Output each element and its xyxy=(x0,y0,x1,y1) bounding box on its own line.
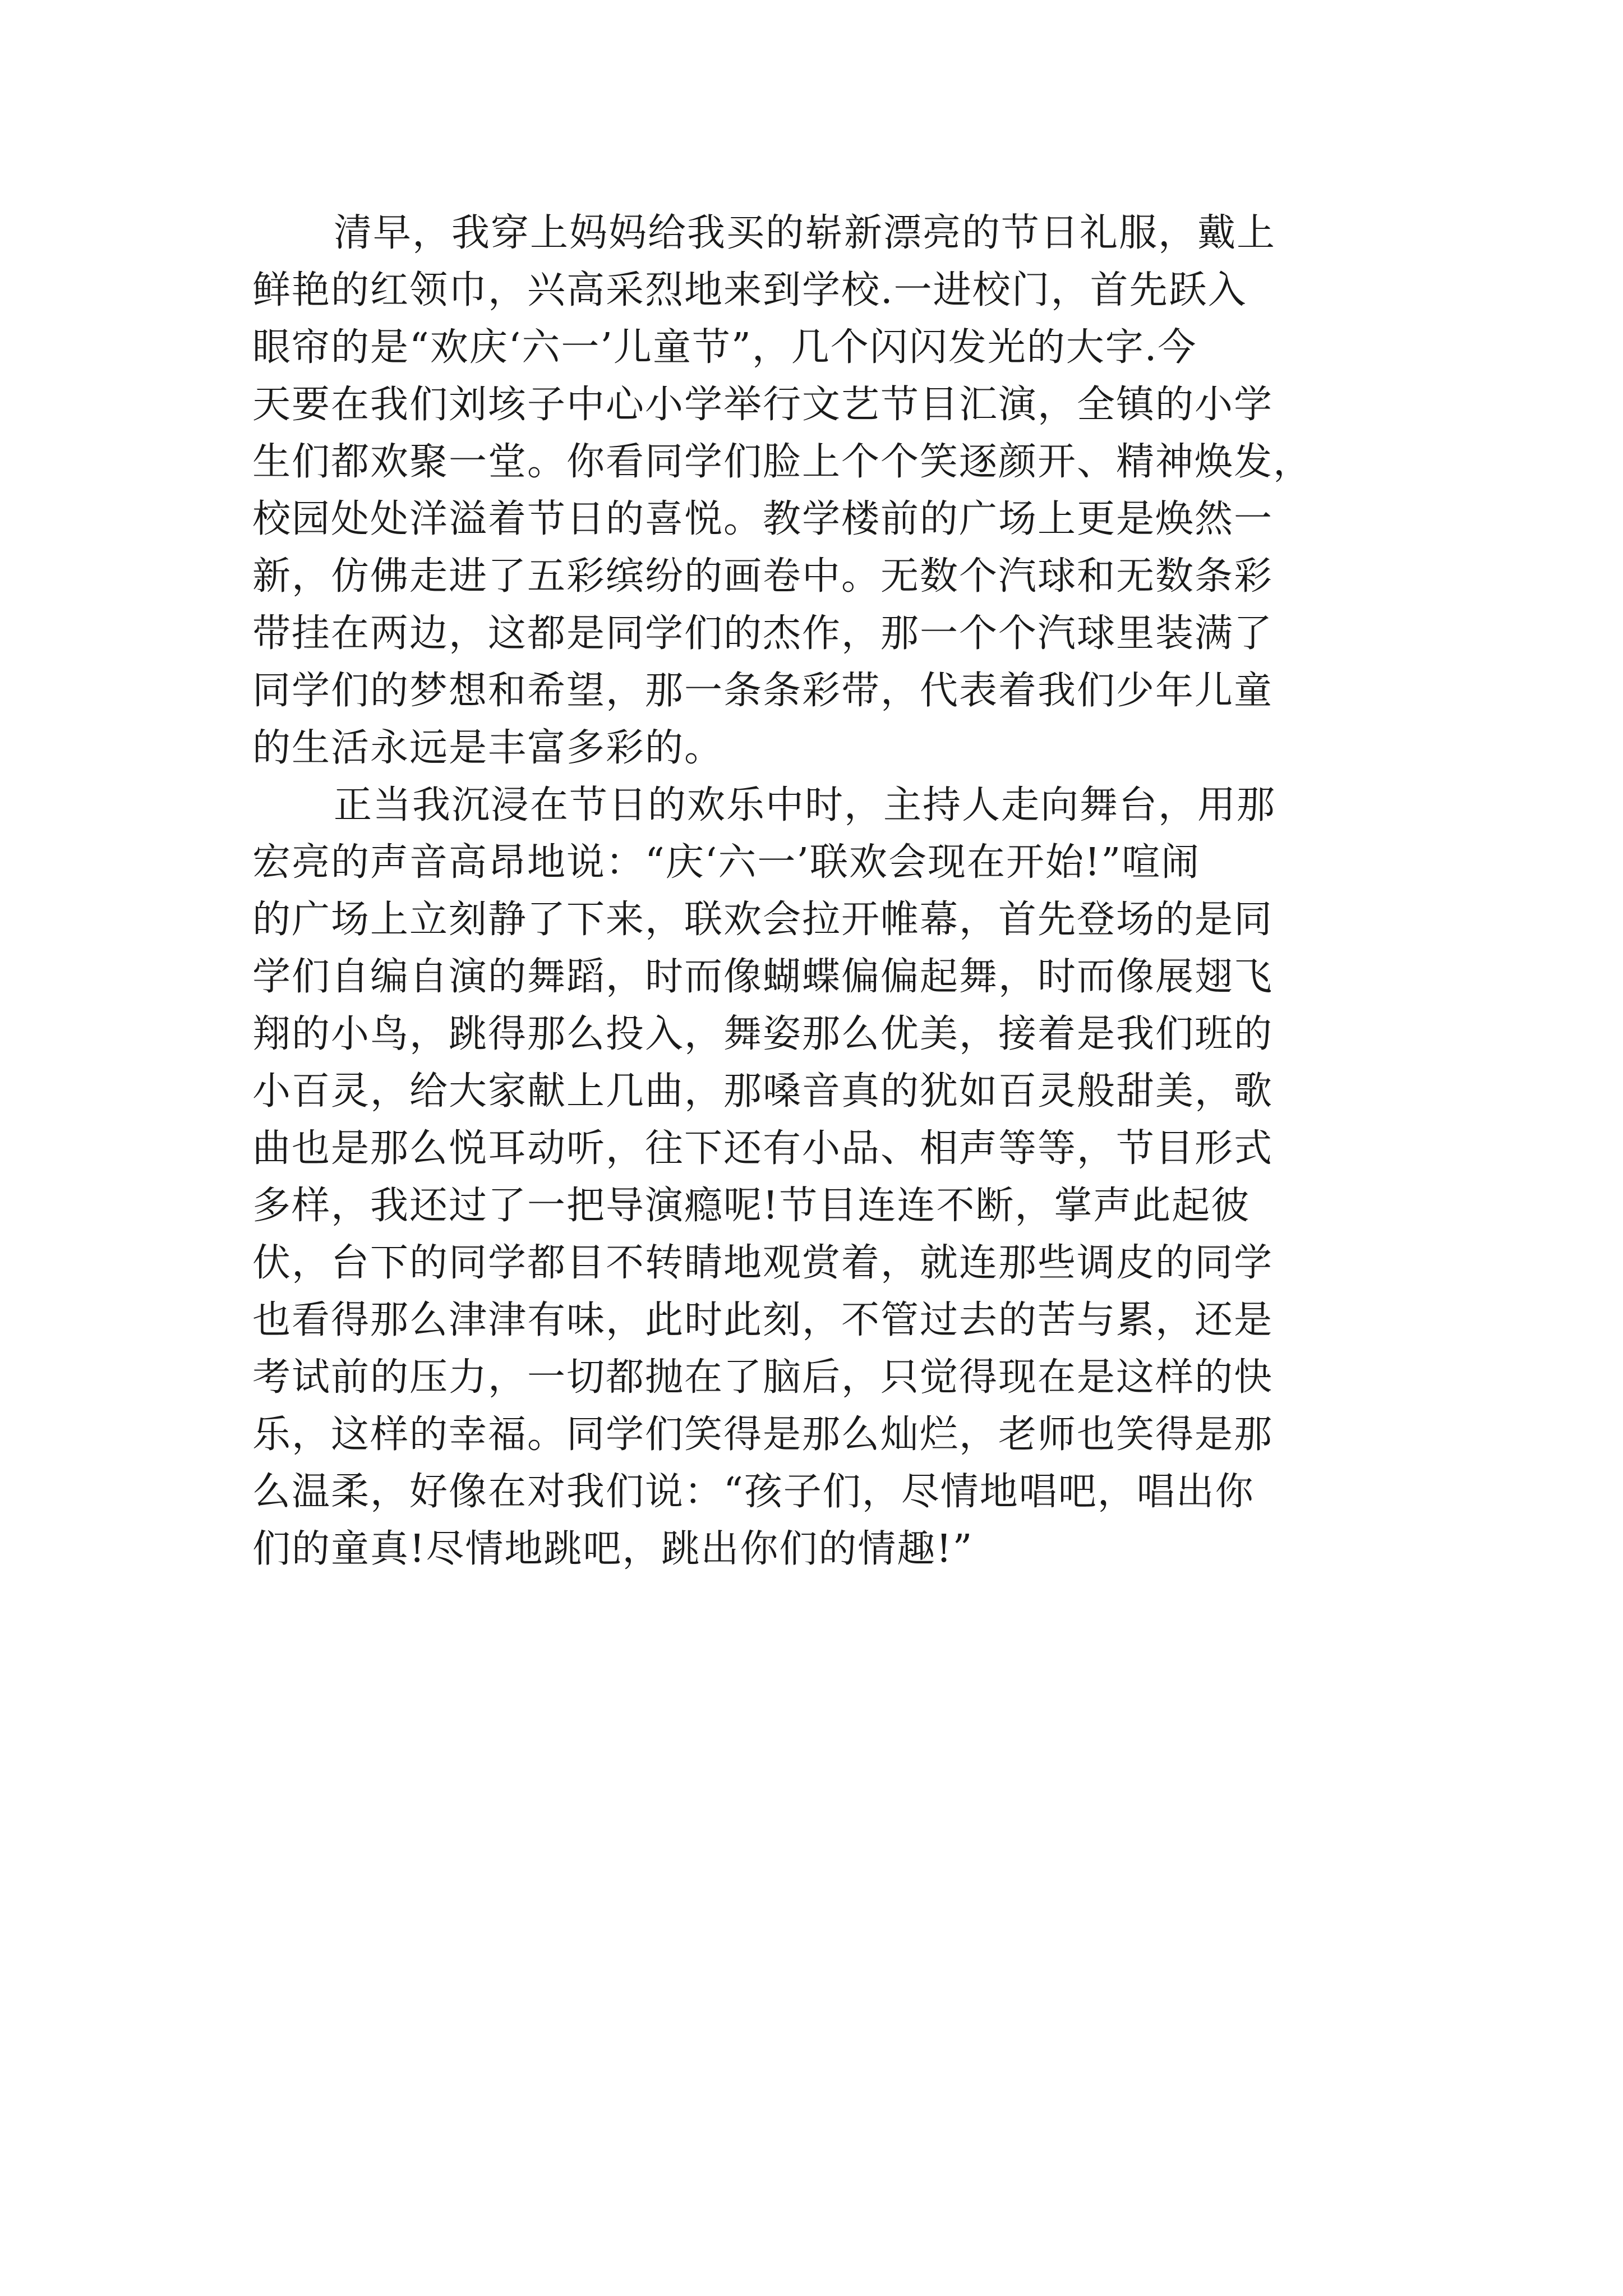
document-body xyxy=(252,205,1391,1578)
paragraph-2-line-10: 也看得那么津津有味，此时此刻，不管过去的苦与累，还是 xyxy=(252,1298,1274,1342)
paragraph-2-line-8: 多样，我还过了一把导演瘾呢!节目连连不断，掌声此起彼 xyxy=(252,1184,1251,1228)
paragraph-1-line-8: 带挂在两边，这都是同学们的杰作，那一个个汽球里装满了 xyxy=(252,611,1274,656)
paragraph-2-line-3: 的广场上立刻静了下来，联欢会拉开帷幕，首先登场的是同 xyxy=(252,898,1274,942)
paragraph-2-line-11: 考试前的压力，一切都抛在了脑后，只觉得现在是这样的快 xyxy=(252,1355,1274,1400)
paragraph-1-line-2: 鲜艳的红领巾，兴高采烈地来到学校.一进校门，首先跃入 xyxy=(252,268,1247,312)
paragraph-1-line-1: 清早，我穿上妈妈给我买的崭新漂亮的节日礼服，戴上 xyxy=(334,211,1276,255)
paragraph-2-line-1: 正当我沉浸在节日的欢乐中时，主持人走向舞台，用那 xyxy=(334,783,1276,827)
paragraph-2-line-7: 曲也是那么悦耳动听，往下还有小品、相声等等，节目形式 xyxy=(252,1126,1274,1171)
paragraph-2-line-12: 乐，这样的幸福。同学们笑得是那么灿烂，老师也笑得是那 xyxy=(252,1412,1274,1457)
paragraph-2-line-2: 宏亮的声音高昂地说：“庆‘六一’联欢会现在开始!”喧闹 xyxy=(252,840,1201,885)
paragraph-1-line-9: 同学们的梦想和希望，那一条条彩带，代表着我们少年儿童 xyxy=(252,669,1274,713)
paragraph-1-line-5: 生们都欢聚一堂。你看同学们脸上个个笑逐颜开、精神焕发， xyxy=(252,440,1313,484)
paragraph-2-line-6: 小百灵，给大家献上几曲，那嗓音真的犹如百灵般甜美，歌 xyxy=(252,1069,1274,1114)
paragraph-2-line-13: 么温柔，好像在对我们说：“孩子们，尽情地唱吧，唱出你 xyxy=(252,1470,1255,1514)
paragraph-1-line-3: 眼帘的是“欢庆‘六一’儿童节”，几个闪闪发光的大字.今 xyxy=(252,325,1197,370)
paragraph-1-line-7: 新，仿佛走进了五彩缤纷的画卷中。无数个汽球和无数条彩 xyxy=(252,554,1274,599)
paragraph-1-line-10: 的生活永远是丰富多彩的。 xyxy=(252,726,724,770)
paragraph-2-line-9: 伏，台下的同学都目不转睛地观赏着，就连那些调皮的同学 xyxy=(252,1241,1274,1285)
paragraph-1-line-4: 天要在我们刘垓子中心小学举行文艺节目汇演，全镇的小学 xyxy=(252,383,1274,427)
paragraph-1-line-6: 校园处处洋溢着节日的喜悦。教学楼前的广场上更是焕然一 xyxy=(252,497,1274,541)
paragraph-2-line-14: 们的童真!尽情地跳吧，跳出你们的情趣!” xyxy=(252,1527,974,1571)
paragraph-2-line-5: 翔的小鸟，跳得那么投入，舞姿那么优美，接着是我们班的 xyxy=(252,1012,1274,1056)
paragraph-2-line-4: 学们自编自演的舞蹈，时而像蝴蝶偏偏起舞，时而像展翅飞 xyxy=(252,955,1274,999)
